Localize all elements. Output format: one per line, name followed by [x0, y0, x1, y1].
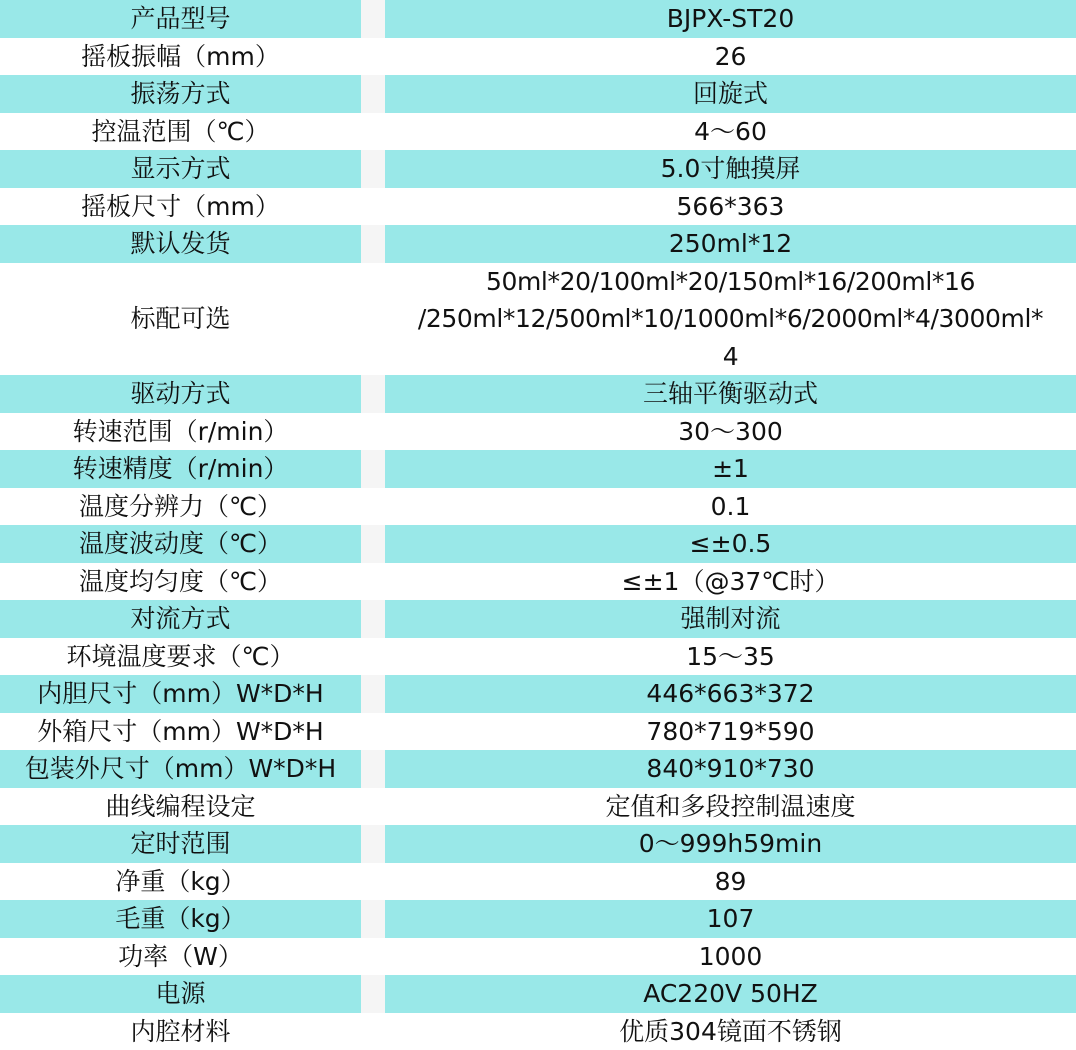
spec-value: 0.1	[385, 488, 1076, 526]
spec-label: 振荡方式	[0, 75, 361, 113]
column-gap	[361, 938, 385, 976]
spec-value: 三轴平衡驱动式	[385, 375, 1076, 413]
spec-label: 曲线编程设定	[0, 788, 361, 826]
table-row	[0, 713, 1076, 751]
spec-value: 566*363	[385, 188, 1076, 226]
table-row	[0, 150, 1076, 188]
column-gap	[361, 150, 385, 188]
column-gap	[361, 563, 385, 601]
spec-value-multiline	[385, 263, 1076, 376]
column-gap	[361, 488, 385, 526]
table-row	[0, 675, 1076, 713]
table-row	[0, 1013, 1076, 1050]
spec-label: 净重（kg）	[0, 863, 361, 901]
spec-label: 环境温度要求（℃）	[0, 638, 361, 676]
spec-label: 温度均匀度（℃）	[0, 563, 361, 601]
column-gap	[361, 1013, 385, 1050]
column-gap	[361, 600, 385, 638]
column-gap	[361, 675, 385, 713]
table-row	[0, 413, 1076, 451]
table-row	[0, 225, 1076, 263]
spec-value: AC220V 50HZ	[385, 975, 1076, 1013]
spec-label: 电源	[0, 975, 361, 1013]
spec-value-line: /250ml*12/500ml*10/1000ml*6/2000ml*4/3000ml*	[417, 304, 1044, 333]
spec-value-line: 4	[722, 341, 739, 371]
spec-value: 840*910*730	[385, 750, 1076, 788]
column-gap	[361, 788, 385, 826]
table-row	[0, 375, 1076, 413]
spec-value: 0～999h59min	[385, 825, 1076, 863]
column-gap	[361, 975, 385, 1013]
spec-value: ≤±0.5	[385, 525, 1076, 563]
table-row	[0, 938, 1076, 976]
table-row	[0, 863, 1076, 901]
spec-label: 显示方式	[0, 150, 361, 188]
column-gap	[361, 713, 385, 751]
spec-label: 默认发货	[0, 225, 361, 263]
spec-value: BJPX-ST20	[385, 0, 1076, 38]
table-row	[0, 750, 1076, 788]
spec-label: 驱动方式	[0, 375, 361, 413]
spec-value: 446*663*372	[385, 675, 1076, 713]
spec-label: 对流方式	[0, 600, 361, 638]
spec-value: 定值和多段控制温速度	[385, 788, 1076, 826]
column-gap	[361, 450, 385, 488]
table-row	[0, 113, 1076, 151]
column-gap	[361, 38, 385, 76]
spec-label: 定时范围	[0, 825, 361, 863]
column-gap	[361, 638, 385, 676]
column-gap	[361, 113, 385, 151]
spec-value: 回旋式	[385, 75, 1076, 113]
column-gap	[361, 0, 385, 38]
spec-label: 内胆尺寸（mm）W*D*H	[0, 675, 361, 713]
column-gap	[361, 375, 385, 413]
table-row	[0, 188, 1076, 226]
table-row	[0, 38, 1076, 76]
column-gap	[361, 413, 385, 451]
table-row	[0, 75, 1076, 113]
spec-label: 摇板尺寸（mm）	[0, 188, 361, 226]
spec-value: 1000	[385, 938, 1076, 976]
column-gap	[361, 225, 385, 263]
spec-label: 包装外尺寸（mm）W*D*H	[0, 750, 361, 788]
spec-label: 毛重（kg）	[0, 900, 361, 938]
spec-label: 摇板振幅（mm）	[0, 38, 361, 76]
table-row	[0, 825, 1076, 863]
column-gap	[361, 263, 385, 376]
column-gap	[361, 750, 385, 788]
column-gap	[361, 825, 385, 863]
spec-label: 内腔材料	[0, 1013, 361, 1050]
spec-label: 功率（W）	[0, 938, 361, 976]
table-row	[0, 975, 1076, 1013]
spec-value: 89	[385, 863, 1076, 901]
spec-value: 107	[385, 900, 1076, 938]
spec-value: 强制对流	[385, 600, 1076, 638]
table-row	[0, 600, 1076, 638]
spec-label: 转速范围（r/min）	[0, 413, 361, 451]
table-row	[0, 900, 1076, 938]
column-gap	[361, 525, 385, 563]
column-gap	[361, 863, 385, 901]
spec-label: 外箱尺寸（mm）W*D*H	[0, 713, 361, 751]
spec-value: 5.0寸触摸屏	[385, 150, 1076, 188]
column-gap	[361, 900, 385, 938]
spec-value: 15～35	[385, 638, 1076, 676]
table-row	[0, 638, 1076, 676]
spec-value: ≤±1（@37℃时）	[385, 563, 1076, 601]
spec-label: 控温范围（℃）	[0, 113, 361, 151]
spec-value: 优质304镜面不锈钢	[385, 1013, 1076, 1050]
table-row	[0, 525, 1076, 563]
spec-label: 标配可选	[0, 263, 361, 376]
spec-value: 26	[385, 38, 1076, 76]
spec-value: 250ml*12	[385, 225, 1076, 263]
spec-value: 4～60	[385, 113, 1076, 151]
spec-value: 780*719*590	[385, 713, 1076, 751]
spec-label: 转速精度（r/min）	[0, 450, 361, 488]
table-row	[0, 450, 1076, 488]
spec-label: 温度分辨力（℃）	[0, 488, 361, 526]
spec-value-line: 50ml*20/100ml*20/150ml*16/200ml*16	[485, 266, 976, 296]
table-row	[0, 563, 1076, 601]
spec-value: 30～300	[385, 413, 1076, 451]
column-gap	[361, 75, 385, 113]
table-row	[0, 488, 1076, 526]
table-row	[0, 0, 1076, 38]
table-row	[0, 263, 1076, 376]
column-gap	[361, 188, 385, 226]
spec-label: 温度波动度（℃）	[0, 525, 361, 563]
spec-value: ±1	[385, 450, 1076, 488]
table-row	[0, 788, 1076, 826]
spec-label: 产品型号	[0, 0, 361, 38]
